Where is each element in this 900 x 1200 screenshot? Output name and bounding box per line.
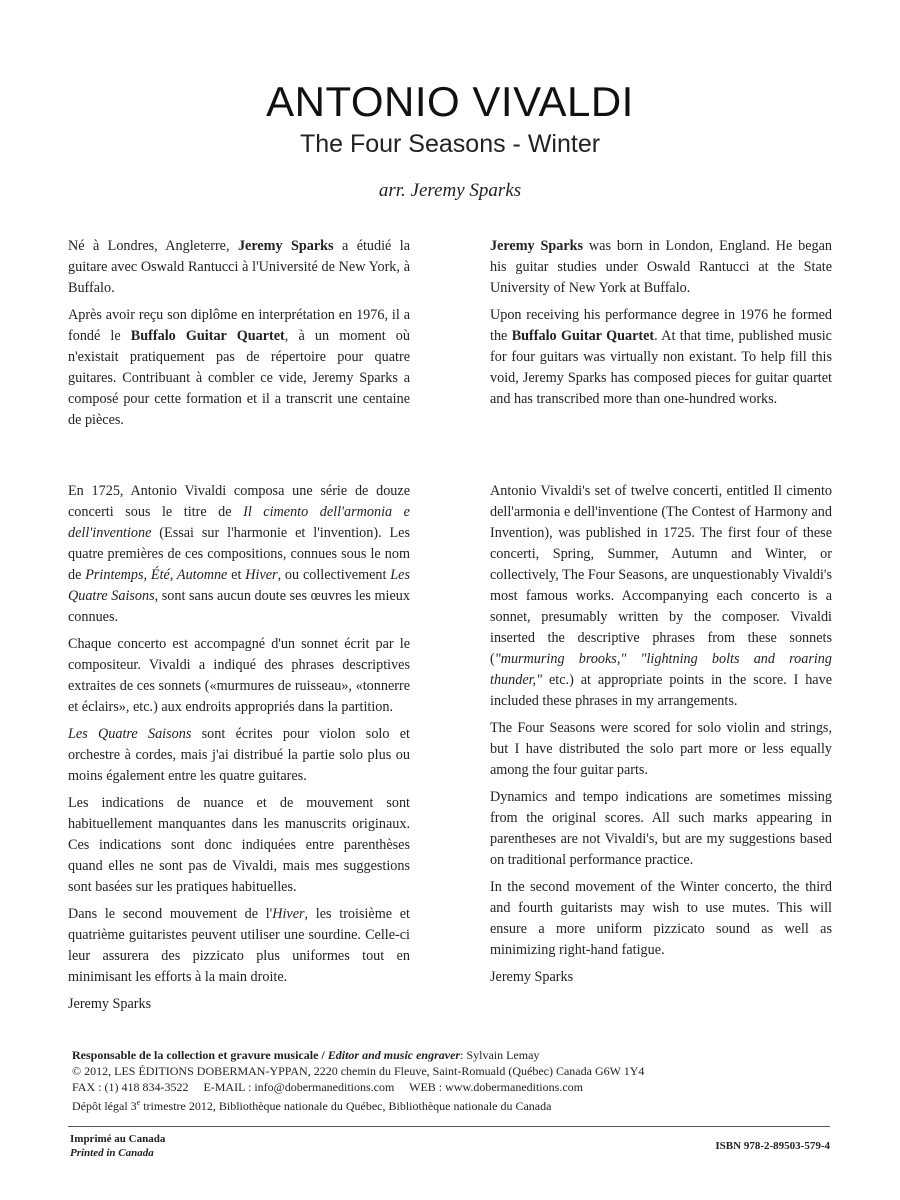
page-subtitle: The Four Seasons - Winter	[299, 130, 601, 158]
en-notes-paragraph-3: Dynamics and tempo indications are sometimes missing from the original scores. All such marks appearing in parentheses are not Vivaldi's, but are my suggestions based on traditional performance practice.	[490, 789, 832, 868]
printed-fr: Imprimé au Canada	[70, 1133, 166, 1145]
fr-notes-paragraph-4: Les indications de nuance et de mouvement sont habituellement manquantes dans les manuscrits originaux. Ces indications sont donc indiquées entre parenthèses quand elles ne sont pas de Vivaldi, mais mes suggestions sont basées sur les pratiques habituelles.	[68, 795, 410, 895]
en-bio-paragraph-1: Jeremy Sparks was born in London, England. He began his guitar studies under Oswald Rantucci at the State University of New York at Buffalo.	[490, 238, 832, 296]
french-notes	[68, 481, 410, 1021]
page-title: ANTONIO VIVALDI	[266, 78, 634, 125]
fr-bio-paragraph-2: Après avoir reçu son diplôme en interprétation en 1976, il a fondé le Buffalo Guitar Quartet, à un moment où n'existait pratiquement pas de répertoire pour quatre guitares. Contribuant à combler ce vide, Jeremy Sparks a composé pour cette formation et il a transcrit une centaine de pièces.	[68, 307, 410, 428]
en-signature: Jeremy Sparks	[490, 969, 574, 985]
fr-notes-paragraph-5: Dans le second mouvement de l'Hiver, les troisième et quatrième guitaristes peuvent utiliser une sourdine. Celle-ci leur assurera des pizzicato plus uniformes tout en minimisant les efforts à la main droite.	[68, 906, 410, 985]
fr-notes-paragraph-2: Chaque concerto est accompagné d'un sonnet écrit par le compositeur. Vivaldi a indiqué des phrases descriptives extraites de ces sonnets («murmures de ruisseau», «tonnerre et éclairs», etc.) aux endroits appropriés dans la partition.	[68, 636, 410, 715]
footer-divider	[68, 1126, 830, 1127]
publisher-credits	[72, 1047, 832, 1114]
editor-line: Responsable de la collection et gravure musicale / Editor and music engraver: Sylvain Lemay	[72, 1048, 540, 1062]
english-notes	[490, 481, 832, 994]
en-bio-paragraph-2: Upon receiving his performance degree in 1976 he formed the Buffalo Guitar Quartet. At that time, published music for four guitars was virtually non existant. To help fill this void, Jeremy Sparks has composed pieces for guitar quartet and has transcribed more than one-hundred works.	[490, 307, 832, 407]
fr-bio-paragraph-1: Né à Londres, Angleterre, Jeremy Sparks a étudié la guitare avec Oswald Rantucci à l'Université de New York, à Buffalo.	[68, 238, 410, 296]
english-biography	[490, 236, 832, 416]
copyright-line: © 2012, LES ÉDITIONS DOBERMAN-YPPAN, 2220 chemin du Fleuve, Saint-Romuald (Québec) Canada G6W 1Y4	[72, 1064, 645, 1078]
printed-in	[70, 1132, 165, 1160]
en-notes-paragraph-1: Antonio Vivaldi's set of twelve concerti, entitled Il cimento dell'armonia e dell'inventione (The Contest of Harmony and Invention), was published in 1725. The first four of these concerti, Spring, Summer, Autumn and Winter, or collectively, The Four Seasons, are unquestionably Vivaldi's most famous works. Accompanying each concerto is a sonnet, presumably written by the composer. Vivaldi inserted the descriptive phrases from these sonnets ("murmuring brooks," "lightning bolts and roaring thunder," etc.) at appropriate points in the score. I have included these phrases in my arrangements.	[490, 483, 832, 709]
fr-signature: Jeremy Sparks	[68, 996, 152, 1012]
legal-deposit-line: Dépôt légal 3e trimestre 2012, Bibliothèque nationale du Québec, Bibliothèque nationale du Canada	[72, 1098, 552, 1113]
en-notes-paragraph-2: The Four Seasons were scored for solo violin and strings, but I have distributed the solo part more or less equally among the four guitar parts.	[490, 720, 832, 778]
arranger-line: arr. Jeremy Sparks	[378, 180, 522, 201]
french-biography	[68, 236, 410, 437]
printed-en: Printed in Canada	[70, 1147, 154, 1159]
fr-notes-paragraph-3: Les Quatre Saisons sont écrites pour violon solo et orchestre à cordes, mais j'ai distribué la partie solo plus ou moins également entre les quatre guitares.	[68, 726, 410, 784]
fr-notes-paragraph-1: En 1725, Antonio Vivaldi composa une série de douze concerti sous le titre de Il cimento dell'armonia e dell'inventione (Essai sur l'harmonie et l'invention). Les quatre premières de ces compositions, connues sous le nom de Printemps, Été, Automne et Hiver, ou collectivement Les Quatre Saisons, sont sans aucun doute ses œuvres les mieux connues.	[68, 483, 410, 625]
contact-line: FAX : (1) 418 834-3522 E-MAIL : info@dobermaneditions.com WEB : www.dobermaneditions.com	[72, 1080, 583, 1094]
isbn-number: ISBN 978-2-89503-579-4	[715, 1140, 830, 1152]
en-notes-paragraph-4: In the second movement of the Winter concerto, the third and fourth guitarists may wish to use mutes. This will ensure a more uniform pizzicato sound as well as minimizing right-hand fatigue.	[490, 879, 832, 958]
